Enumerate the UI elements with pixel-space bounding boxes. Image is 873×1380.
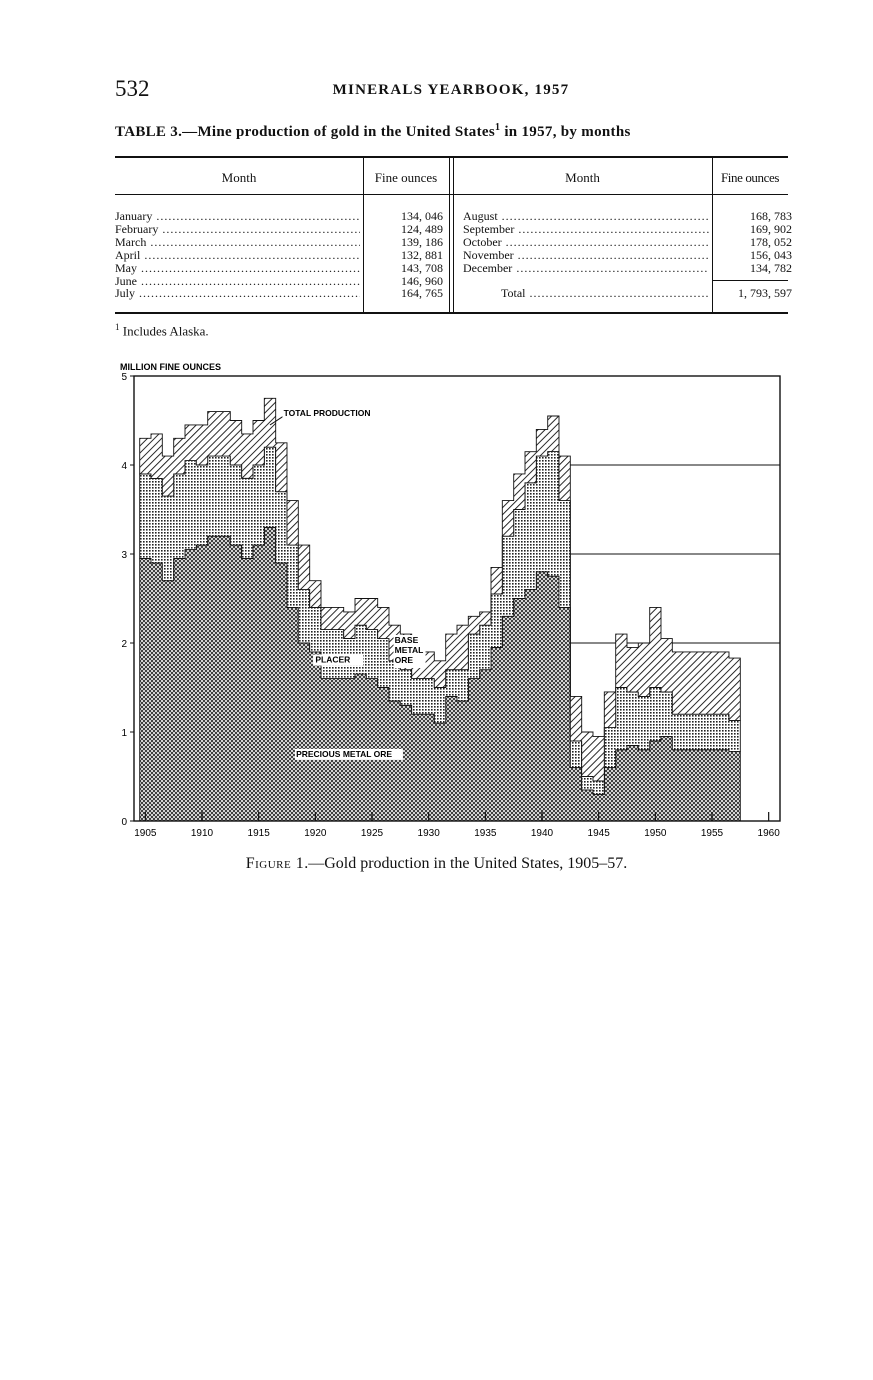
- table-row-month: December .....: [463, 262, 709, 275]
- header-month-right: Month: [565, 170, 600, 185]
- x-tick-label: 1945: [587, 828, 610, 839]
- y-tick-label: 1: [121, 728, 127, 739]
- y-tick-label: 0: [121, 817, 127, 828]
- table-row-value: 139, 186: [401, 234, 443, 249]
- table-row-value: 156, 043: [750, 247, 792, 262]
- production-table: [115, 156, 792, 316]
- x-tick-label: 1950: [644, 828, 667, 839]
- x-tick-label: 1905: [134, 828, 157, 839]
- x-tick-label: 1935: [474, 828, 497, 839]
- footnote-mark: 1: [115, 322, 120, 332]
- table-title: [115, 122, 790, 141]
- page-header: [115, 76, 787, 106]
- figure-caption-text: .—Gold production in the United States, 1905–57.: [304, 855, 628, 872]
- total-label: Total .....: [501, 287, 709, 300]
- table-row-value: 164, 765: [401, 286, 443, 301]
- running-title: MINERALS YEARBOOK, 1957: [332, 82, 570, 98]
- x-tick-label: 1915: [247, 828, 270, 839]
- table-row-value: 124, 489: [401, 221, 443, 236]
- table-row-month: November .....: [463, 249, 709, 262]
- header-value-right: Fine ounces: [720, 170, 780, 185]
- x-tick-label: 1910: [190, 828, 214, 839]
- table-row-month: February .....: [115, 223, 360, 236]
- y-axis-label: MILLION FINE OUNCES: [120, 362, 221, 372]
- table-column-divider: [449, 156, 450, 312]
- table-row-value: 178, 052: [750, 234, 792, 249]
- placer-label: PLACER: [315, 654, 351, 665]
- table-row-month: July .....: [115, 287, 360, 300]
- total-value: 1, 793, 597: [738, 286, 792, 300]
- table-row-month: June .....: [115, 275, 360, 288]
- total-rule: [713, 280, 788, 281]
- table-row-month: September .....: [463, 223, 709, 236]
- footnote-text: Includes Alaska.: [119, 323, 209, 339]
- figure-caption: [0, 855, 873, 873]
- table-row-month: October .....: [463, 236, 709, 249]
- table-row-month: January .....: [115, 210, 360, 223]
- y-tick-label: 5: [121, 372, 127, 383]
- x-tick-label: 1930: [417, 828, 440, 839]
- figure-label: Figure 1: [245, 855, 305, 872]
- total-production-label: TOTAL PRODUCTION: [283, 408, 371, 419]
- y-tick-label: 2: [121, 639, 127, 650]
- footnote: [115, 322, 209, 339]
- header-value-left: Fine ounces: [374, 170, 438, 185]
- table-title-suffix: in 1957, by months: [500, 124, 631, 140]
- table-row-value: 134, 782: [750, 260, 792, 275]
- base-metal-ore-label: BASE METAL ORE: [394, 635, 424, 665]
- table-row-month: April .....: [115, 249, 360, 262]
- table-bottom-rule: [115, 312, 788, 314]
- table-title-footnote-ref: 1: [494, 122, 501, 133]
- table-row-month: May .....: [115, 262, 360, 275]
- table-top-rule: [115, 156, 788, 158]
- table-row-month: August .....: [463, 210, 709, 223]
- table-row-value: 134, 046: [401, 209, 443, 223]
- table-row-value: 168, 783: [750, 209, 792, 223]
- precious-metal-ore-label: PRECIOUS METAL ORE: [296, 748, 393, 759]
- x-tick-label: 1955: [700, 828, 724, 839]
- table-row-value: 143, 708: [401, 260, 443, 275]
- header-month-left: Month: [221, 170, 257, 185]
- page-number: 532: [115, 76, 150, 101]
- y-tick-label: 4: [121, 461, 127, 472]
- x-tick-label: 1920: [304, 828, 327, 839]
- table-row-value: 132, 881: [401, 247, 443, 262]
- table-title-main: TABLE 3.—Mine production of gold in the United States: [115, 124, 495, 140]
- x-tick-label: 1925: [360, 828, 384, 839]
- table-row-value: 146, 960: [401, 273, 443, 288]
- table-header-rule: [115, 194, 788, 195]
- x-tick-label: 1940: [530, 828, 554, 839]
- y-tick-label: 3: [121, 550, 127, 561]
- table-row-value: 169, 902: [750, 221, 792, 236]
- gold-production-chart: [110, 355, 790, 845]
- table-row-month: March .....: [115, 236, 360, 249]
- x-tick-label: 1960: [757, 828, 780, 839]
